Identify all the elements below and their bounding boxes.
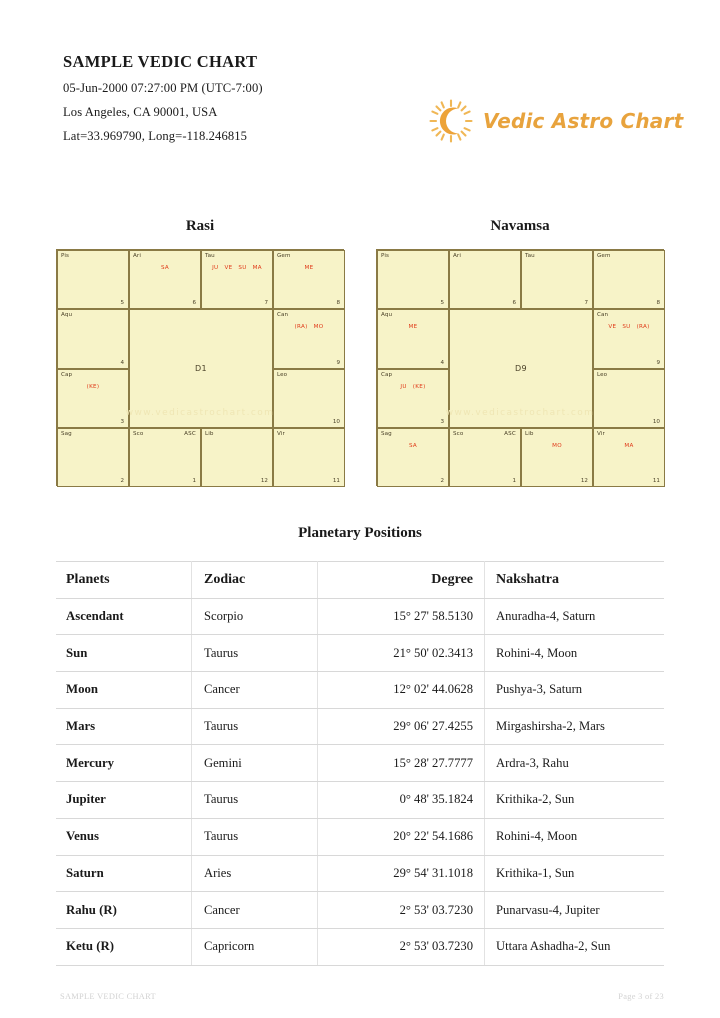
rasi-chart-title: Rasi [185, 218, 215, 234]
house-number: 11 [652, 478, 660, 484]
cell-planet: Rahu (R) [56, 892, 192, 929]
chart-cell-sag [377, 428, 449, 487]
cell-degree: 12° 02' 44.0628 [318, 672, 485, 709]
rasi-chart [56, 249, 344, 486]
cell-zodiac: Aries [192, 855, 318, 892]
cell-nakshatra: Anuradha-4, Saturn [485, 598, 665, 635]
planet-abbr: MO [552, 442, 562, 449]
planet-abbr: ME [304, 265, 314, 271]
chart-cell-aqu [57, 309, 129, 368]
zodiac-sign-label: Tau [525, 253, 535, 259]
planet-abbr: MA [624, 442, 634, 449]
planet-list [378, 323, 448, 332]
zodiac-sign-label: Sag [61, 430, 72, 437]
page-title: SAMPLE VEDIC CHART [63, 52, 258, 71]
chart-cell-ari [129, 250, 201, 309]
table-row [56, 818, 664, 855]
sun-crescent-icon [428, 98, 474, 144]
ascendant-marker: ASC [504, 430, 516, 437]
page-footer [60, 992, 664, 1001]
chart-cell-aqu [377, 309, 449, 368]
zodiac-sign-label: Gem [277, 253, 291, 259]
cell-nakshatra: Krithika-2, Sun [485, 782, 665, 819]
cell-degree: 15° 27' 58.5130 [318, 598, 485, 635]
planet-list [594, 323, 664, 332]
cell-planet: Saturn [56, 855, 192, 892]
zodiac-sign-label: Sco [133, 430, 144, 437]
house-number: 9 [656, 359, 660, 366]
house-number: 9 [336, 359, 340, 366]
cell-zodiac: Gemini [192, 745, 318, 782]
house-number: 5 [120, 300, 124, 307]
chart-cell-gem [273, 250, 345, 309]
watermark: www.vedicastrochart.com [125, 408, 275, 418]
house-number: 4 [120, 359, 124, 366]
cell-nakshatra: Mirgashirsha-2, Mars [485, 708, 665, 745]
cell-planet: Moon [56, 672, 192, 709]
cell-planet: Mercury [56, 745, 192, 782]
cell-degree: 15° 28' 27.7777 [318, 745, 485, 782]
column-header-zodiac: Zodiac [192, 562, 318, 599]
table-row [56, 782, 664, 819]
zodiac-sign-label: Aqu [381, 312, 393, 319]
cell-degree: 21° 50' 02.3413 [318, 635, 485, 672]
planet-list [378, 442, 448, 451]
planet-abbr: ME [408, 324, 418, 331]
chart-cell-pis [377, 250, 449, 309]
planet-abbr: JU [400, 383, 407, 390]
navamsa-chart [376, 249, 664, 486]
planetary-positions-title: Planetary Positions [298, 525, 422, 541]
chart-cell-vir [593, 428, 665, 487]
cell-nakshatra: Ardra-3, Rahu [485, 745, 665, 782]
cell-nakshatra: Rohini-4, Moon [485, 818, 665, 855]
house-number: 6 [192, 300, 196, 307]
cell-planet: Ascendant [56, 598, 192, 635]
house-number: 3 [440, 418, 444, 425]
chart-cell-vir [273, 428, 345, 487]
table-row [56, 892, 664, 929]
cell-degree: 2° 53' 03.7230 [318, 892, 485, 929]
table-row [56, 598, 664, 635]
column-header-degree: Degree [318, 562, 485, 599]
planet-abbr: SA [408, 442, 418, 449]
zodiac-sign-label: Cap [381, 371, 393, 378]
zodiac-sign-label: Aqu [61, 312, 73, 319]
cell-planet: Sun [56, 635, 192, 672]
house-number: 10 [332, 418, 340, 425]
birth-coordinates: Lat=33.969790, Long=-118.246815 [63, 129, 248, 143]
zodiac-sign-label: Leo [597, 371, 608, 378]
planet-list [274, 264, 344, 273]
chart-cell-lib [201, 428, 273, 487]
table-row [56, 672, 664, 709]
cell-nakshatra: Rohini-4, Moon [485, 635, 665, 672]
planet-abbr: SA [160, 265, 170, 271]
cell-zodiac: Capricorn [192, 928, 318, 965]
cell-planet: Jupiter [56, 782, 192, 819]
cell-zodiac: Taurus [192, 782, 318, 819]
chart-cell-sco [129, 428, 201, 487]
cell-zodiac: Cancer [192, 892, 318, 929]
cell-zodiac: Cancer [192, 672, 318, 709]
cell-degree: 29° 06' 27.4255 [318, 708, 485, 745]
zodiac-sign-label: Can [597, 312, 609, 319]
column-header-nakshatra: Nakshatra [485, 562, 665, 599]
chart-cell-sco [449, 428, 521, 487]
house-number: 2 [440, 478, 444, 484]
chart-center-label: D1 [129, 309, 273, 428]
cell-nakshatra: Uttara Ashadha-2, Sun [485, 928, 665, 965]
zodiac-sign-label: Vir [277, 430, 285, 437]
ascendant-marker: ASC [184, 430, 196, 437]
house-number: 7 [584, 300, 588, 307]
planet-abbr: SU [622, 324, 631, 331]
chart-cell-sag [57, 428, 129, 487]
brand-logo [428, 98, 683, 144]
chart-cell-tau [201, 250, 273, 309]
planet-abbr: VE [224, 265, 233, 271]
zodiac-sign-label: Lib [205, 430, 214, 437]
cell-nakshatra: Punarvasu-4, Jupiter [485, 892, 665, 929]
logo-text: Vedic Astro Chart [483, 109, 684, 133]
cell-degree: 0° 48' 35.1824 [318, 782, 485, 819]
house-number: 4 [440, 359, 444, 366]
zodiac-sign-label: Sag [381, 430, 392, 437]
cell-degree: 2° 53' 03.7230 [318, 928, 485, 965]
cell-zodiac: Taurus [192, 708, 318, 745]
cell-degree: 29° 54' 31.1018 [318, 855, 485, 892]
planetary-positions-table [56, 561, 664, 966]
house-number: 1 [192, 478, 196, 484]
house-number: 10 [652, 418, 660, 425]
cell-planet: Mars [56, 708, 192, 745]
cell-zodiac: Scorpio [192, 598, 318, 635]
house-number: 11 [332, 478, 340, 484]
footer-page-number: Page 3 of 23 [618, 992, 664, 1001]
planet-list [378, 383, 448, 392]
planet-list [522, 442, 592, 451]
zodiac-sign-label: Gem [597, 253, 611, 259]
birth-location: Los Angeles, CA 90001, USA [63, 105, 218, 119]
planet-list [594, 442, 664, 451]
zodiac-sign-label: Vir [597, 430, 605, 437]
zodiac-sign-label: Ari [133, 253, 141, 259]
planet-abbr: (KE) [412, 383, 426, 390]
cell-planet: Venus [56, 818, 192, 855]
planet-list [58, 383, 128, 392]
zodiac-sign-label: Sco [453, 430, 464, 437]
watermark: www.vedicastrochart.com [445, 408, 595, 418]
zodiac-sign-label: Leo [277, 371, 288, 378]
house-number: 8 [656, 300, 660, 307]
zodiac-sign-label: Lib [525, 430, 534, 437]
chart-cell-leo [273, 369, 345, 428]
chart-cell-can [273, 309, 345, 368]
table-row [56, 635, 664, 672]
cell-zodiac: Taurus [192, 818, 318, 855]
house-number: 5 [440, 300, 444, 307]
chart-cell-cap [377, 369, 449, 428]
zodiac-sign-label: Can [277, 312, 289, 319]
chart-cell-cap [57, 369, 129, 428]
zodiac-sign-label: Cap [61, 371, 73, 378]
chart-cell-can [593, 309, 665, 368]
cell-zodiac: Taurus [192, 635, 318, 672]
planet-list [202, 264, 272, 273]
zodiac-sign-label: Pis [61, 253, 70, 259]
cell-planet: Ketu (R) [56, 928, 192, 965]
house-number: 8 [336, 300, 340, 307]
column-header-planets: Planets [56, 562, 192, 599]
zodiac-sign-label: Pis [381, 253, 390, 259]
table-row [56, 708, 664, 745]
house-number: 12 [260, 478, 268, 484]
planet-abbr: (KE) [86, 383, 100, 390]
house-number: 1 [512, 478, 516, 484]
chart-cell-tau [521, 250, 593, 309]
house-number: 6 [512, 300, 516, 307]
planet-abbr: (RA) [636, 324, 650, 331]
footer-left-text: SAMPLE VEDIC CHART [60, 992, 156, 1001]
planet-abbr: JU [212, 265, 219, 271]
house-number: 7 [264, 300, 268, 307]
cell-nakshatra: Pushya-3, Saturn [485, 672, 665, 709]
planet-list [274, 323, 344, 332]
house-number: 2 [120, 478, 124, 484]
house-number: 12 [580, 478, 588, 484]
planet-list [130, 264, 200, 273]
chart-cell-lib [521, 428, 593, 487]
table-row [56, 745, 664, 782]
table-row [56, 855, 664, 892]
chart-cell-leo [593, 369, 665, 428]
navamsa-chart-title: Navamsa [490, 218, 550, 234]
planet-abbr: (RA) [294, 324, 308, 331]
zodiac-sign-label: Ari [453, 253, 461, 259]
table-header-row [56, 562, 664, 599]
planet-abbr: MO [313, 324, 324, 331]
planet-abbr: SU [238, 265, 247, 271]
cell-degree: 20° 22' 54.1686 [318, 818, 485, 855]
zodiac-sign-label: Tau [205, 253, 215, 259]
planet-abbr: VE [608, 324, 617, 331]
birth-datetime: 05-Jun-2000 07:27:00 PM (UTC-7:00) [63, 81, 263, 95]
chart-cell-gem [593, 250, 665, 309]
house-number: 3 [120, 418, 124, 425]
chart-center-label: D9 [449, 309, 593, 428]
chart-cell-pis [57, 250, 129, 309]
table-row [56, 928, 664, 965]
planet-abbr: MA [252, 265, 262, 271]
chart-cell-ari [449, 250, 521, 309]
cell-nakshatra: Krithika-1, Sun [485, 855, 665, 892]
